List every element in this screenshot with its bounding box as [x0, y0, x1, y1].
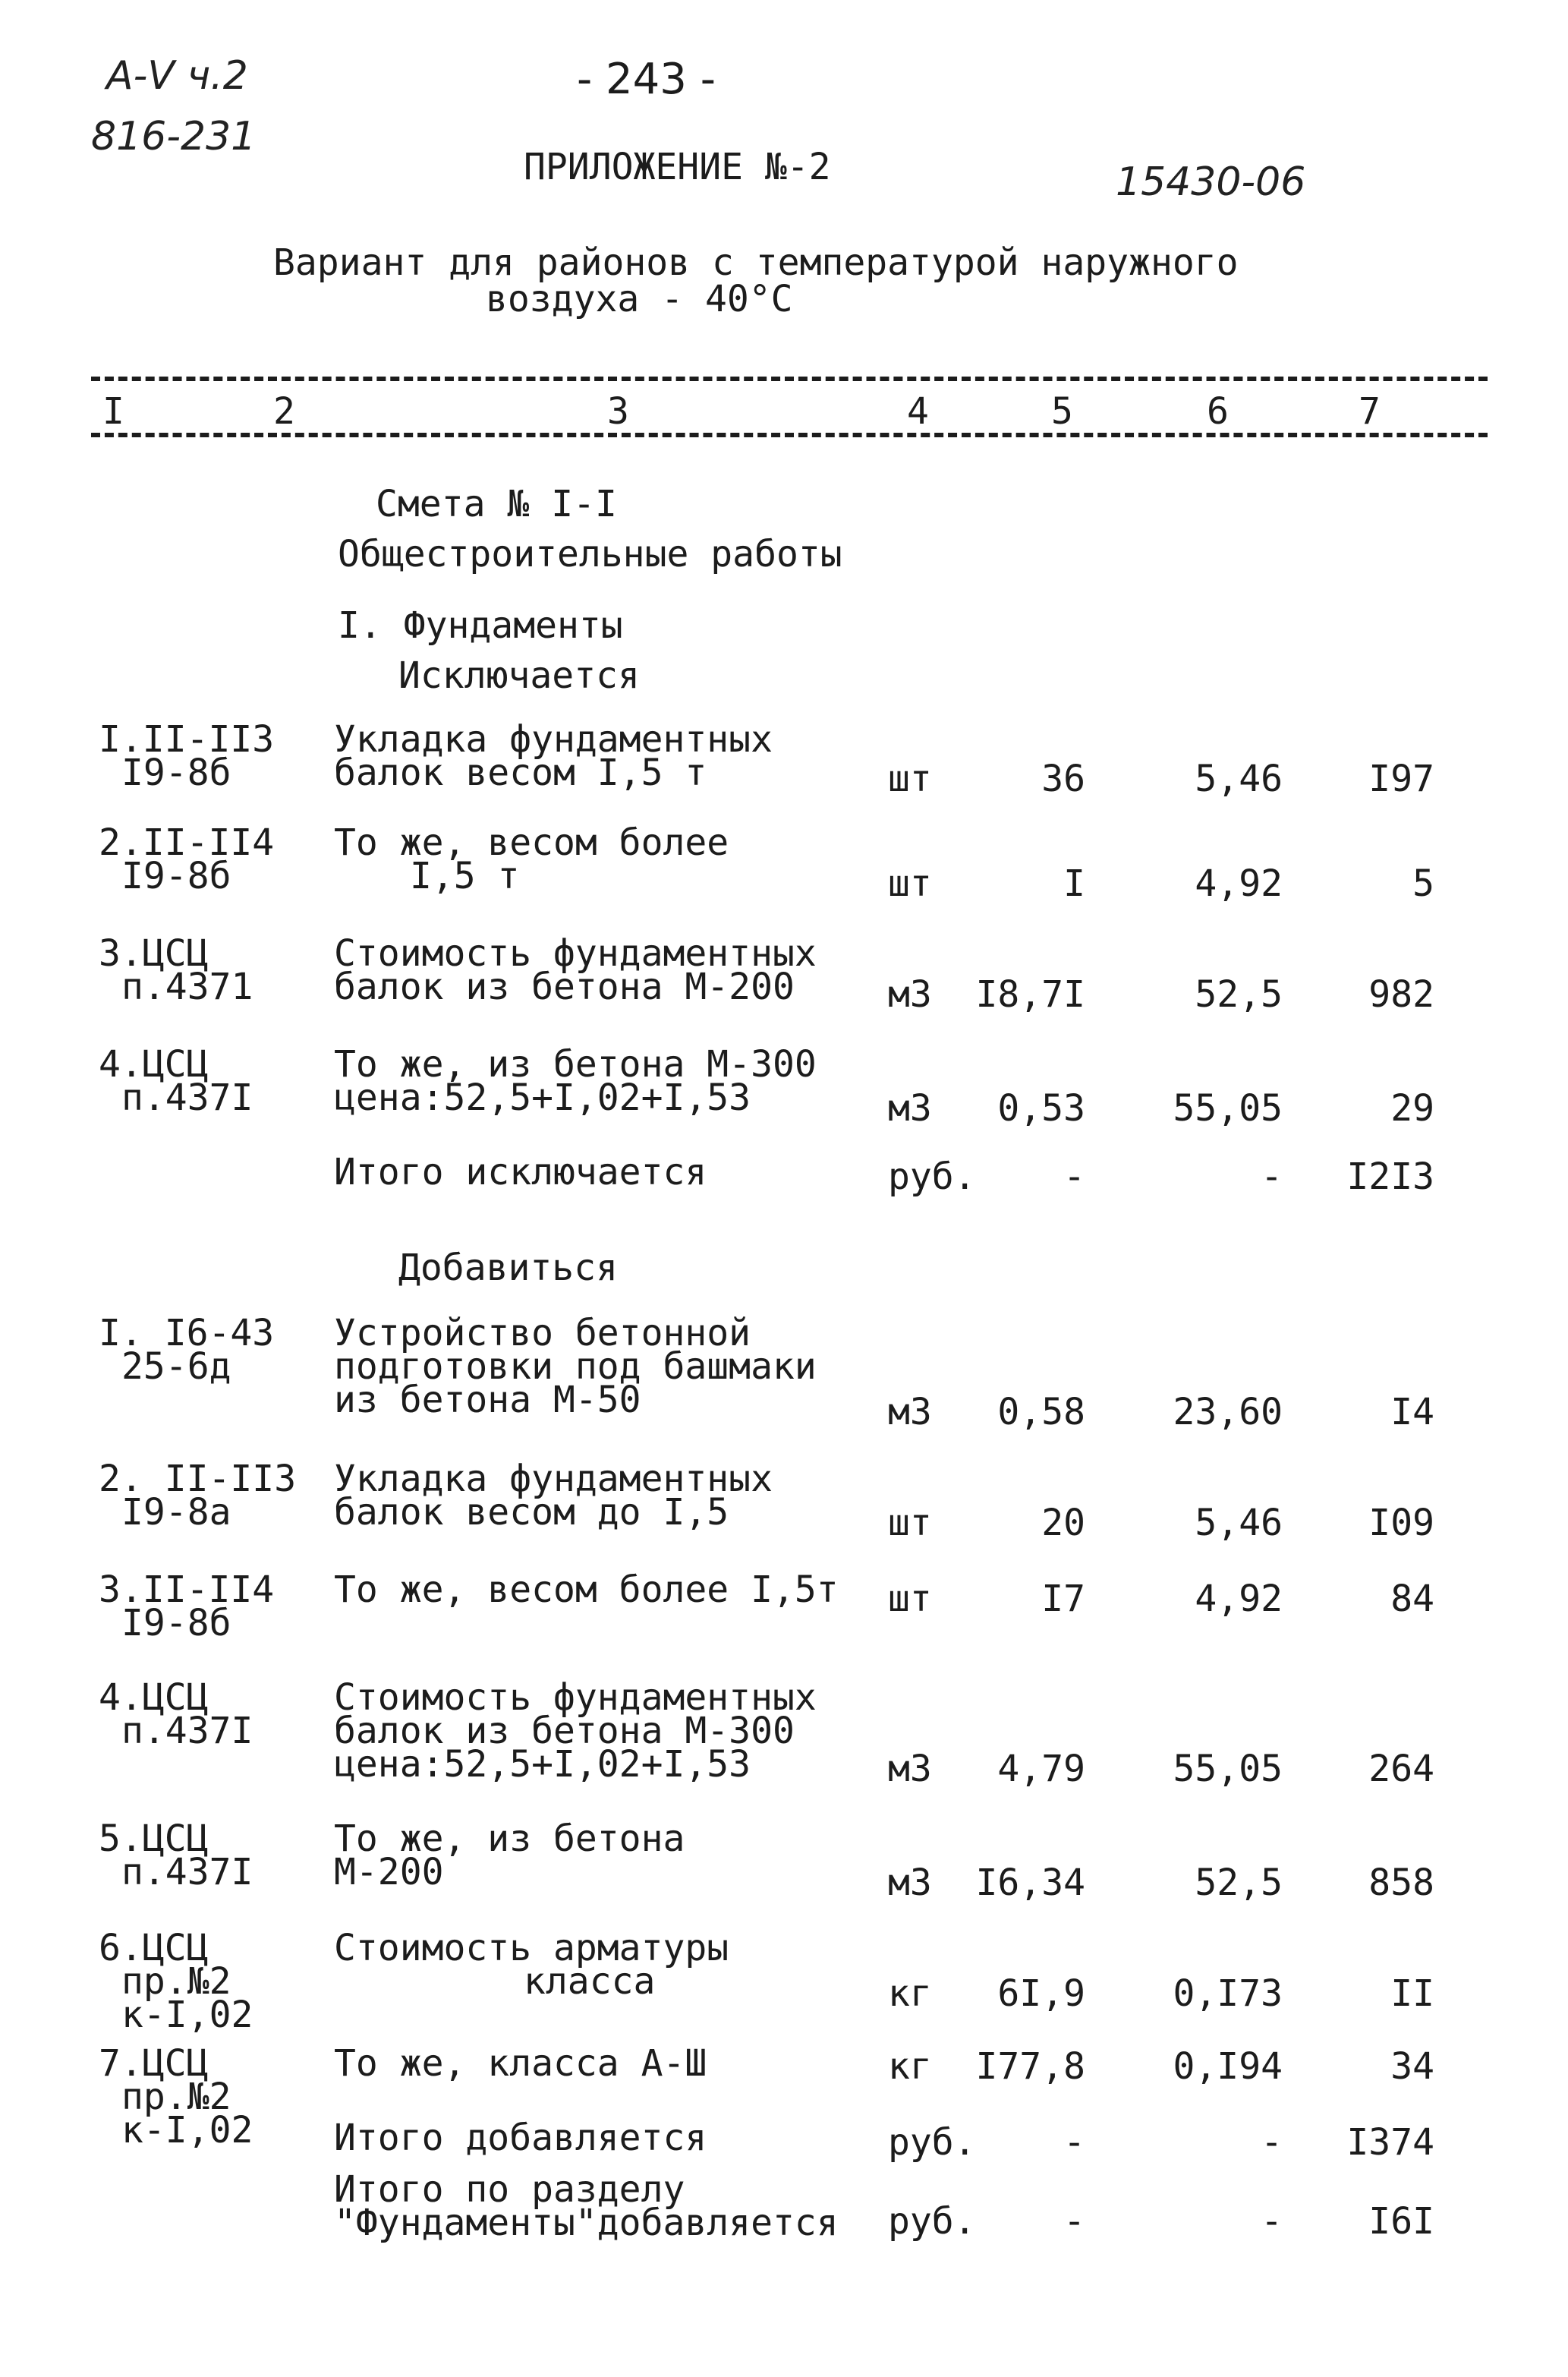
column-number-5: 5	[1051, 390, 1073, 433]
row-unit: м3	[888, 1391, 932, 1433]
column-number-7: 7	[1359, 390, 1381, 433]
row-code-line: к-I,02	[121, 2109, 253, 2152]
row-unit-price: -	[1261, 2200, 1283, 2243]
row-code-line: I9-8б	[121, 752, 231, 794]
row-unit: кг	[888, 2045, 932, 2088]
row-total: II	[1390, 1972, 1434, 2015]
row-quantity: 4,79	[997, 1748, 1085, 1790]
row-total: I374	[1346, 2121, 1434, 2164]
row-unit: м3	[888, 1748, 932, 1790]
row-unit: руб.	[888, 2200, 976, 2243]
row-quantity: 36	[1041, 758, 1085, 800]
header-rule-bottom	[91, 433, 1488, 437]
row-code-line: 6.ЦСЦ	[99, 1927, 209, 1969]
row-quantity: 0,53	[997, 1087, 1085, 1130]
estimate-subtitle: Общестроительные работы	[338, 533, 842, 575]
row-code-line: 3.II-II4	[99, 1568, 275, 1611]
row-description-line: Стоимость фундаментных	[334, 932, 817, 975]
row-description-line: I,5 т	[410, 855, 520, 897]
row-description-line: балок весом I,5 т	[334, 752, 707, 794]
row-code-line: 5.ЦСЦ	[99, 1817, 209, 1860]
row-total: 29	[1390, 1087, 1434, 1130]
row-quantity: -	[1063, 2121, 1085, 2164]
row-description-line: балок весом до I,5	[334, 1491, 729, 1534]
row-description-line: Стоимость фундаментных	[334, 1676, 817, 1719]
row-unit-price: 4,92	[1195, 1578, 1283, 1620]
row-unit: м3	[888, 973, 932, 1016]
row-description-line: Стоимость арматуры	[334, 1927, 729, 1969]
column-number-2: 2	[273, 390, 295, 433]
doc-code-line1: А-V ч.2	[106, 53, 248, 99]
variant-line1: Вариант для районов с температурой наружного	[273, 241, 1239, 284]
row-total: 84	[1390, 1578, 1434, 1620]
row-total: 264	[1368, 1748, 1434, 1790]
row-description-line: класса	[524, 1960, 656, 2003]
row-total: I6I	[1368, 2200, 1434, 2243]
row-code-line: п.4371	[121, 966, 253, 1008]
row-description-line: То же, весом более	[334, 821, 729, 864]
row-description-line: балок из бетона М-300	[334, 1710, 795, 1752]
row-code-line: I.II-II3	[99, 718, 275, 761]
row-code-line: к-I,02	[121, 1994, 253, 2036]
row-unit-price: 5,46	[1195, 1502, 1283, 1544]
row-quantity: I	[1063, 862, 1085, 905]
row-code-line: пр.№2	[121, 1960, 231, 2003]
row-total: 5	[1412, 862, 1434, 905]
row-description-line: цена:52,5+I,02+I,53	[334, 1743, 751, 1786]
row-unit: руб.	[888, 2121, 976, 2164]
row-code-line: I9-8б	[121, 1602, 231, 1644]
row-unit-price: 0,I94	[1173, 2045, 1283, 2088]
row-description-line: То же, из бетона	[334, 1817, 685, 1860]
page-number: - 243 -	[577, 55, 716, 104]
row-unit: шт	[888, 1502, 932, 1544]
row-code-line: 2. II-II3	[99, 1458, 297, 1500]
row-code-line: 3.ЦСЦ	[99, 932, 209, 975]
row-quantity: I77,8	[975, 2045, 1085, 2088]
column-number-1: I	[102, 390, 124, 433]
row-description-line: То же, из бетона М-300	[334, 1043, 817, 1086]
section-title: I. Фундаменты	[338, 604, 623, 647]
row-unit: шт	[888, 862, 932, 905]
excluded-heading: Исключается	[398, 654, 640, 697]
row-code-line: пр.№2	[121, 2076, 231, 2118]
row-quantity: I8,7I	[975, 973, 1085, 1016]
row-description-line: Итого исключается	[334, 1151, 707, 1193]
row-description-line: Устройство бетонной	[334, 1312, 751, 1354]
row-code-line: п.437I	[121, 1077, 253, 1119]
variant-line2: воздуха - 40°С	[486, 278, 793, 320]
row-code-line: I9-8а	[121, 1491, 231, 1534]
row-unit-price: 5,46	[1195, 758, 1283, 800]
appendix-title: ПРИЛОЖЕНИЕ №-2	[524, 146, 831, 188]
row-total: 982	[1368, 973, 1434, 1016]
row-code-line: п.437I	[121, 1851, 253, 1893]
row-quantity: I7	[1041, 1578, 1085, 1620]
row-description-line: подготовки под башмаки	[334, 1345, 817, 1388]
row-unit-price: 55,05	[1173, 1087, 1283, 1130]
row-unit-price: 0,I73	[1173, 1972, 1283, 2015]
row-unit: м3	[888, 1087, 932, 1130]
row-total: I97	[1368, 758, 1434, 800]
column-number-4: 4	[907, 390, 929, 433]
row-total: I4	[1390, 1391, 1434, 1433]
added-heading: Добавиться	[398, 1247, 618, 1289]
row-quantity: 6I,9	[997, 1972, 1085, 2015]
header-rule-top	[91, 377, 1488, 381]
row-description-line: Итого добавляется	[334, 2117, 707, 2159]
row-code-line: I9-8б	[121, 855, 231, 897]
row-quantity: 0,58	[997, 1391, 1085, 1433]
row-code-line: 4.ЦСЦ	[99, 1043, 209, 1086]
row-description-line: То же, класса А-Ш	[334, 2042, 707, 2085]
row-unit-price: 23,60	[1173, 1391, 1283, 1433]
row-description-line: Укладка фундаментных	[334, 718, 773, 761]
row-code-line: п.437I	[121, 1710, 253, 1752]
row-quantity: 20	[1041, 1502, 1085, 1544]
doc-code-line2: 816-231	[91, 114, 257, 159]
row-description-line: цена:52,5+I,02+I,53	[334, 1077, 751, 1119]
row-unit: шт	[888, 758, 932, 800]
row-description-line: Укладка фундаментных	[334, 1458, 773, 1500]
row-unit: кг	[888, 1972, 932, 2015]
row-total: 34	[1390, 2045, 1434, 2088]
column-number-3: 3	[607, 390, 629, 433]
row-code-line: 25-6д	[121, 1345, 231, 1388]
row-total: I09	[1368, 1502, 1434, 1544]
row-description-line: То же, весом более I,5т	[334, 1568, 839, 1611]
row-code-line: 2.II-II4	[99, 821, 275, 864]
row-unit: руб.	[888, 1155, 976, 1198]
row-code-line: I. I6-43	[99, 1312, 275, 1354]
row-total: I2I3	[1346, 1155, 1434, 1198]
column-number-6: 6	[1207, 390, 1229, 433]
row-unit-price: 52,5	[1195, 1862, 1283, 1904]
row-code-line: 4.ЦСЦ	[99, 1676, 209, 1719]
estimate-title: Смета № I-I	[376, 483, 617, 525]
row-unit-price: 55,05	[1173, 1748, 1283, 1790]
row-unit: м3	[888, 1862, 932, 1904]
row-description-line: Итого по разделу	[334, 2168, 685, 2211]
row-description-line: балок из бетона М-200	[334, 966, 795, 1008]
row-code-line: 7.ЦСЦ	[99, 2042, 209, 2085]
row-quantity: -	[1063, 2200, 1085, 2243]
doc-number: 15430-06	[1116, 159, 1306, 205]
row-quantity: I6,34	[975, 1862, 1085, 1904]
row-description-line: "Фундаменты"добавляется	[334, 2202, 839, 2244]
row-quantity: -	[1063, 1155, 1085, 1198]
row-unit: шт	[888, 1578, 932, 1620]
row-unit-price: 4,92	[1195, 862, 1283, 905]
row-unit-price: -	[1261, 1155, 1283, 1198]
row-total: 858	[1368, 1862, 1434, 1904]
row-unit-price: 52,5	[1195, 973, 1283, 1016]
row-description-line: М-200	[334, 1851, 444, 1893]
row-description-line: из бетона М-50	[334, 1379, 641, 1421]
row-unit-price: -	[1261, 2121, 1283, 2164]
